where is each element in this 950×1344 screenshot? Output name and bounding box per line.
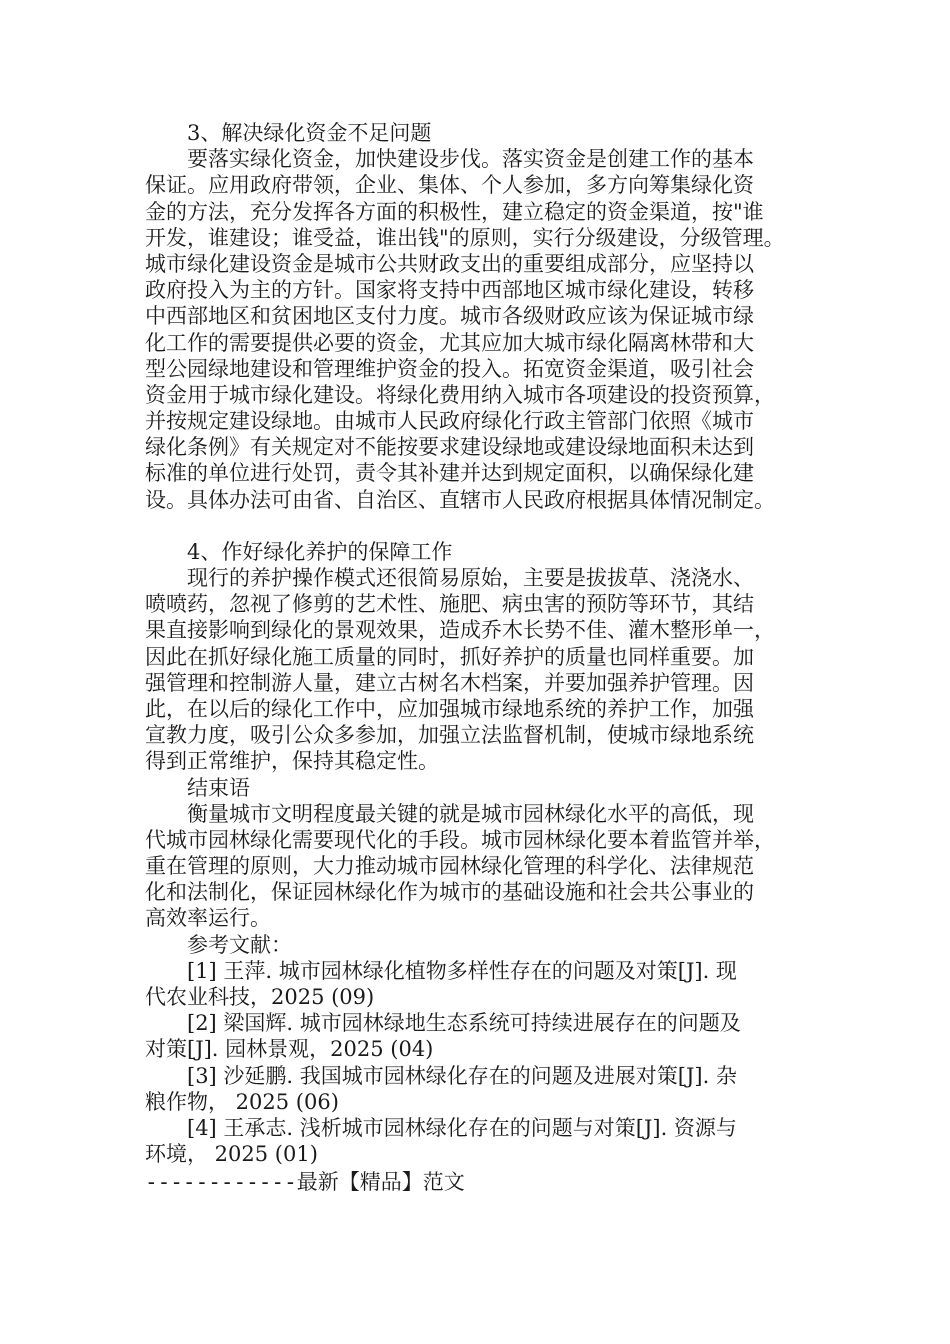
references-heading: 参考文献： [187,932,292,957]
paragraph-line: 宣教力度，吸引公众多参加，加强立法监督机制，使城市绿地系统 [145,723,754,748]
paragraph-line: 型公园绿地建设和管理维护资金的投入。拓宽资金渠道，吸引社会 [145,356,754,381]
paragraph-line: 高效率运行。 [145,906,271,931]
paragraph-line: 喷喷药，忽视了修剪的艺术性、施肥、病虫害的预防等环节，其结 [145,592,754,617]
paragraph-line: 因此在抓好绿化施工质量的同时，抓好养护的质量也同样重要。加 [145,644,754,669]
reference-item: [4] 王承志. 浅析城市园林绿化存在的问题与对策[J]. 资源与 [187,1115,737,1140]
section-4-heading: 4、作好绿化养护的保障工作 [187,539,453,564]
conclusion-heading: 结束语 [187,775,250,800]
paragraph-line: 化工作的需要提供必要的资金，尤其应加大城市绿化隔离林带和大 [145,330,754,355]
paragraph-line: 开发，谁建设；谁受益，谁出钱"的原则，实行分级建设，分级管理。 [145,225,785,250]
reference-item-cont: 环境， 2025 (01) [145,1142,318,1167]
paragraph-line: 保证。应用政府带领，企业、集体、个人参加，多方向筹集绿化资 [145,173,754,198]
paragraph-line: 化和法制化，保证园林绿化作为城市的基础设施和社会共公事业的 [145,880,754,905]
paragraph-line: 重在管理的原则，大力推动城市园林绿化管理的科学化、法律规范 [145,854,754,879]
paragraph-line: 标准的单位进行处罚，责令其补建并达到规定面积，以确保绿化建 [145,461,754,486]
paragraph-line: 此，在以后的绿化工作中，应加强城市绿地系统的养护工作，加强 [145,696,754,721]
paragraph-line: 强管理和控制游人量，建立古树名木档案，并要加强养护管理。因 [145,670,754,695]
paragraph-line: 设。具体办法可由省、自治区、直辖市人民政府根据具体情况制定。 [145,487,775,512]
paragraph-line: 衡量城市文明程度最关键的就是城市园林绿化水平的高低，现 [187,801,754,826]
document-body [145,120,810,1167]
paragraph-line: 代城市园林绿化需要现代化的手段。城市园林绿化要本着监管并举， [145,827,775,852]
paragraph-line: 果直接影响到绿化的景观效果，造成乔木长势不佳、灌木整形单一， [145,618,775,643]
paragraph-line: 并按规定建设绿地。由城市人民政府绿化行政主管部门依照《城市 [145,409,754,434]
reference-item: [3] 沙延鹏. 我国城市园林绿化存在的问题及进展对策[J]. 杂 [187,1063,737,1088]
paragraph-line: 现行的养护操作模式还很简易原始，主要是拔拔草、浇浇水、 [187,566,754,590]
paragraph-line: 金的方法，充分发挥各方面的积极性，建立稳定的资金渠道，按"谁 [145,199,764,224]
footer-banner: ------------最新【精品】范文 [145,1170,465,1194]
reference-item: [1] 王萍. 城市园林绿化植物多样性存在的问题及对策[J]. 现 [187,958,737,983]
paragraph-line: 得到正常维护，保持其稳定性。 [145,749,439,774]
reference-item-cont: 对策[J]. 园林景观，2025 (04) [145,1037,434,1062]
reference-item-cont: 代农业科技，2025 (09) [145,985,375,1009]
paragraph-line: 中西部地区和贫困地区支付力度。城市各级财政应该为保证城市绿 [145,304,754,329]
paragraph-line: 资金用于城市绿化建设。将绿化费用纳入城市各项建设的投资预算， [145,382,775,407]
reference-item-cont: 粮作物， 2025 (06) [145,1089,339,1114]
paragraph-line: 绿化条例》有关规定对不能按要求建设绿地或建设绿地面积未达到 [145,435,754,460]
section-3-heading: 3、解决绿化资金不足问题 [187,121,432,145]
paragraph-line: 政府投入为主的方针。国家将支持中西部地区城市绿化建设，转移 [145,278,754,303]
reference-item: [2] 梁国辉. 城市园林绿地生态系统可持续进展存在的问题及 [187,1011,741,1036]
paragraph-line: 要落实绿化资金，加快建设步伐。落实资金是创建工作的基本 [187,147,754,172]
paragraph-line: 城市绿化建设资金是城市公共财政支出的重要组成部分，应坚持以 [145,251,754,276]
paragraph-gap [145,513,810,539]
